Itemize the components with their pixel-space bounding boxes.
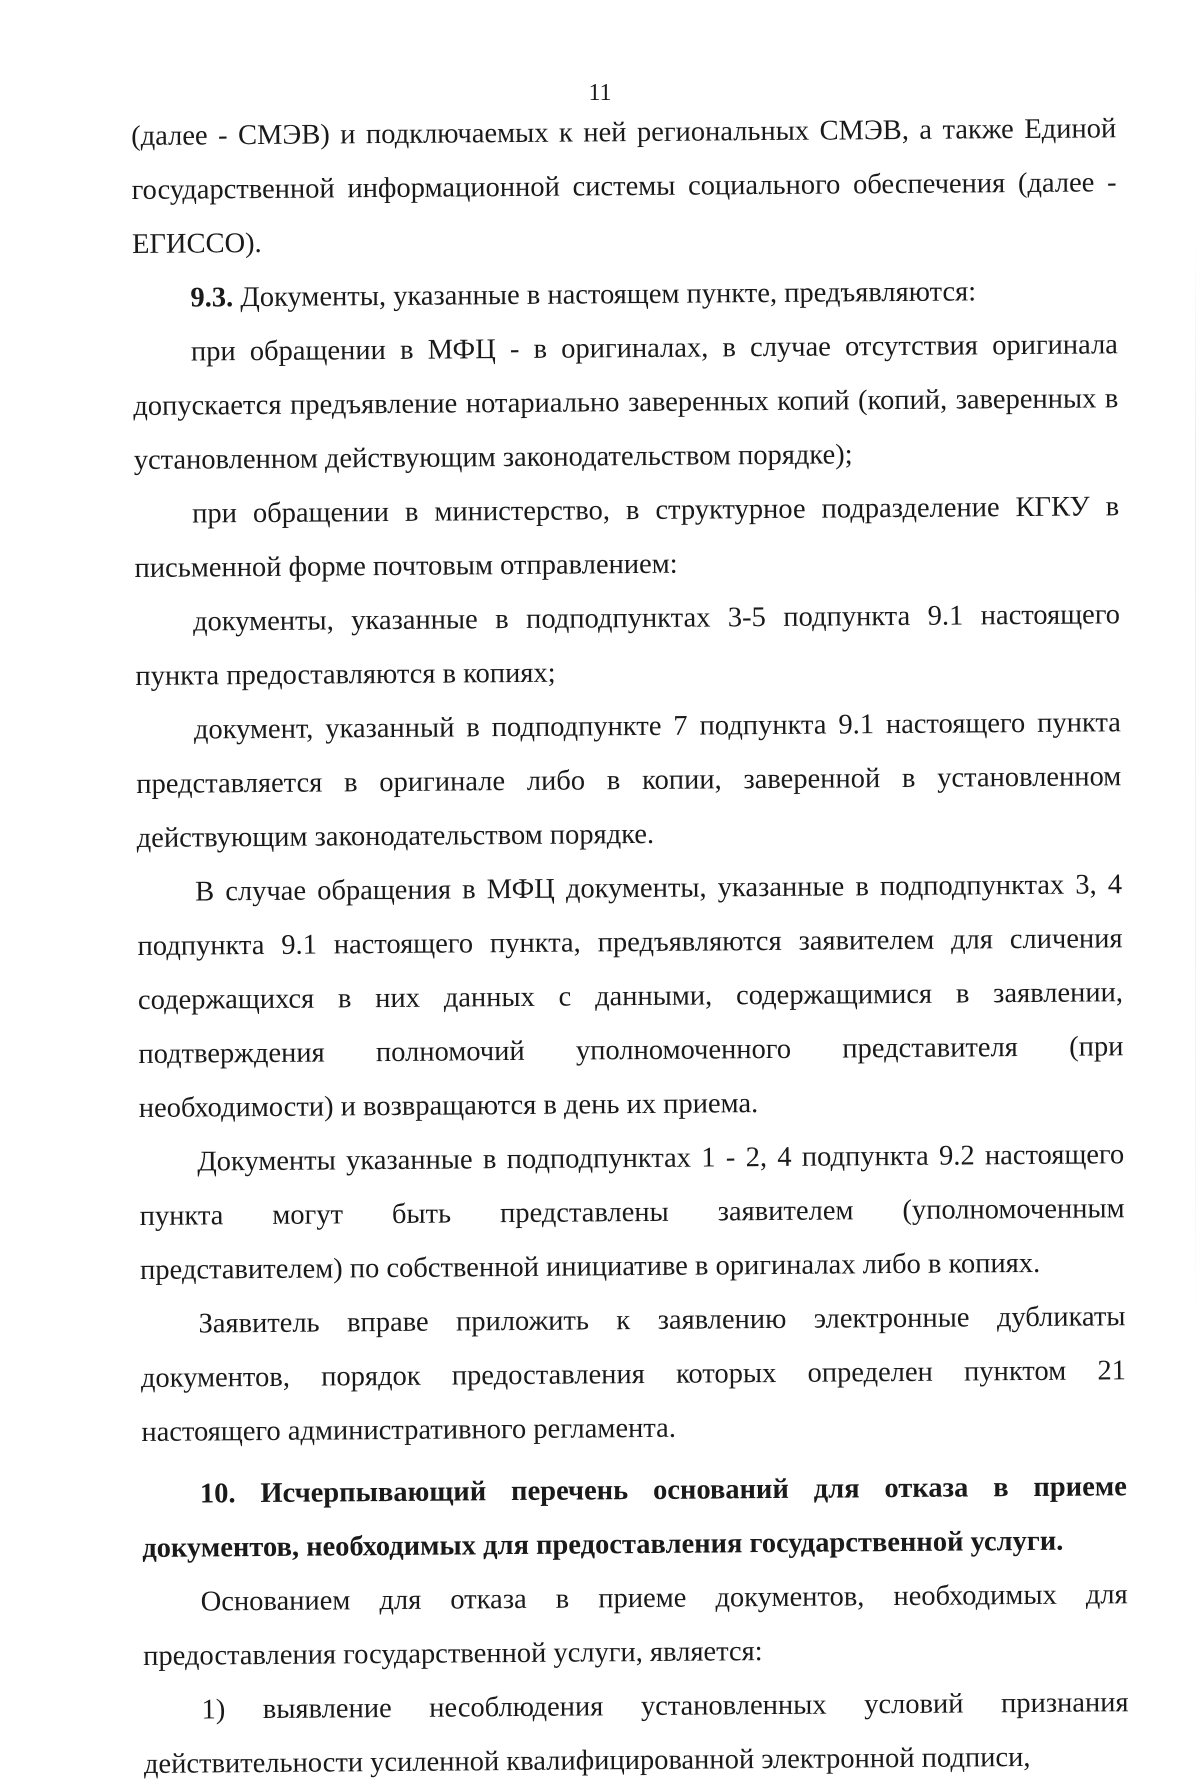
paragraph-original-or-copy: документ, указанный в подподпункте 7 подпункта 9.1 настоящего пункта представляется в оригинале либо в копии, заверенной в установленном действующим законодательством порядке.: [136, 707, 1122, 854]
list-item-1: 1) выявление несоблюдения установленных условий признания действительности усиленной квалифицированной электронной подписи,: [143, 1687, 1129, 1780]
page-number: 11: [588, 80, 612, 106]
scan-edge-line: [1195, 230, 1196, 1330]
paragraph-mfc-originals: при обращении в МФЦ - в оригиналах, в случае отсутствия оригинала допускается предъявление нотариально заверенных копий (копий, заверенных в установленном действующим законодательством порядке);: [133, 329, 1119, 476]
paragraph-ministry-mail: при обращении в министерство, в структурное подразделение КГКУ в письменной форме почтовым отправлением:: [134, 491, 1120, 584]
clause-number: 9.3.: [190, 282, 234, 314]
paragraph-mfc-comparison: В случае обращения в МФЦ документы, указанные в подподпунктах 3, 4 подпункта 9.1 настоящего пункта, предъявляются заявителем для сличения содержащихся в них данных с данными, содержащимися в заявлении, подтверждения полномочий уполномоченного представителя (при необходимости) и возвращаются в день их приема.: [137, 869, 1124, 1124]
document-body: [131, 102, 1129, 1792]
paragraph-electronic-duplicates: Заявитель вправе приложить к заявлению электронные дубликаты документов, порядок предоставления которых определен пунктом 21 настоящего административного регламента.: [140, 1301, 1127, 1448]
paragraph-copies: документы, указанные в подподпунктах 3-5 подпункта 9.1 настоящего пункта предоставляются в копиях;: [135, 599, 1121, 692]
section-heading-10: 10. Исчерпывающий перечень оснований для отказа в приеме документов, необходимых для предоставления государственной услуги.: [142, 1471, 1127, 1564]
clause-text: Документы, указанные в настоящем пункте, предъявляются:: [233, 276, 977, 314]
paragraph-refusal-grounds: Основанием для отказа в приеме документов, необходимых для предоставления государственной услуги, является:: [143, 1579, 1128, 1672]
paragraph-own-initiative: Документы указанные в подподпунктах 1 - 2, 4 подпункта 9.2 настоящего пункта могут быть представлены заявителем (уполномоченным представителем) по собственной инициативе в оригиналах либо в копиях.: [139, 1139, 1125, 1286]
paragraph-continuation: (далее - СМЭВ) и подключаемых к ней региональных СМЭВ, а также Единой государственной информационной системы социального обеспечения (далее - ЕГИССО).: [131, 113, 1117, 260]
paragraph-9-3: [132, 264, 1117, 326]
